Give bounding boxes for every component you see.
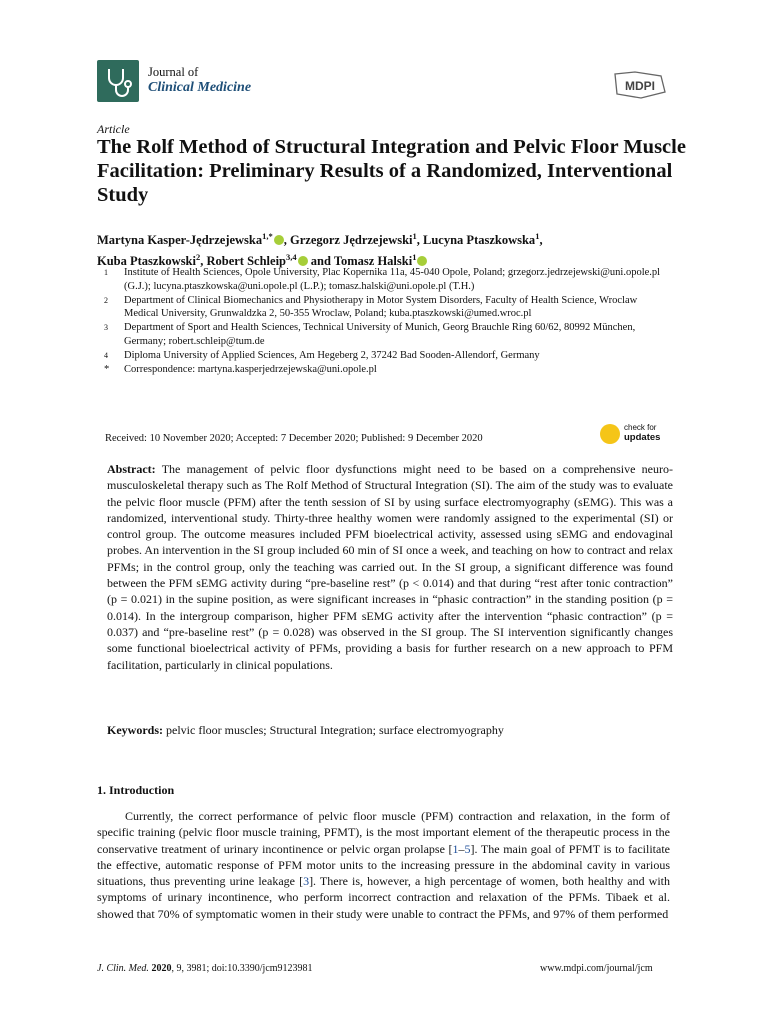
intro-text-2: ]. The main goal of PFMT is to facilitate the effective, automatic response of PFM motor units to the increasing pressure in the abdominal cavity in various situations, thus preventing urine leakage [ xyxy=(97,841,670,889)
keywords-text: pelvic floor muscles; Structural Integration; surface electromyography xyxy=(166,723,504,737)
author-name: Tomasz Halski xyxy=(333,254,413,269)
publisher-logo xyxy=(611,70,669,100)
journal-name-line2: Clinical Medicine xyxy=(148,80,252,95)
author-affiliation-marker: 1 xyxy=(535,231,540,241)
affiliation-marker: 2 xyxy=(104,295,108,305)
affiliation-text: Correspondence: martyna.kasperjedrzejewska@uni.opole.pl xyxy=(124,363,377,375)
abstract-label: Abstract: xyxy=(107,462,156,476)
check-updates-button[interactable] xyxy=(600,423,670,447)
affiliation-text: Department of Clinical Biomechanics and Physiotherapy in Motor System Disorders, Faculty of Health Science, Wroclaw Medical University, Grunwaldzka 2, 50-355 Wroclaw, Poland; kuba.ptaszkowski@umed.wroc.pl xyxy=(124,294,638,320)
author-name: Lucyna Ptaszkowska xyxy=(423,233,536,248)
footer-url[interactable]: www.mdpi.com/journal/jcm xyxy=(540,963,653,974)
intro-text-1: Currently, the correct performance of pelvic floor muscle (PFM) contraction and relaxation, in the form of specific training (pelvic floor muscle training, PFMT), is the most important element of the therapeutic process in the conservative treatment of urinary incontinence or pelvic organ prolapse [ xyxy=(97,809,670,856)
author-affiliation-marker: 1,* xyxy=(262,231,273,241)
check-updates-icon xyxy=(600,424,620,444)
footer-year: 2020 xyxy=(151,963,172,974)
keywords xyxy=(107,722,673,738)
reference-range-dash: – xyxy=(458,841,465,856)
author-separator: , xyxy=(416,233,424,248)
keywords-label: Keywords: xyxy=(107,723,163,737)
abstract xyxy=(107,461,673,673)
author-separator: , xyxy=(283,233,290,248)
journal-name-line1: Journal of xyxy=(148,65,199,79)
publisher-name: MDPI xyxy=(625,79,655,93)
author-name: Kuba Ptaszkowski xyxy=(97,254,196,269)
affiliations xyxy=(104,266,674,376)
affiliation-text: Department of Sport and Health Sciences, Technical University of Munich, Georg Brauchle Ring 60/62, 80992 München, Germany; robert.schleip@tum.de xyxy=(124,322,636,347)
author-name: Grzegorz Jędrzejewski xyxy=(290,233,413,248)
author-separator: , xyxy=(200,254,207,269)
affiliation-item xyxy=(104,321,674,349)
journal-logo-icon xyxy=(97,60,139,102)
author-list xyxy=(97,228,687,270)
reference-link[interactable]: 5 xyxy=(464,841,471,856)
author-affiliation-marker: 1 xyxy=(412,252,417,263)
author-affiliation-marker: 2 xyxy=(195,252,201,263)
mdpi-logo-icon xyxy=(611,70,669,100)
footer-journal-abbrev: J. Clin. Med. xyxy=(97,963,149,974)
intro-text-3: ]. There is, however, a high percentage of women, both healthy and with symptoms of urinary incontinence, who perform incorrect contraction and relaxation of the PFMs. Tibaek et al. showed that 70% of symptomatic women in their study were unable to contract the PFMs, and 97% of them performed xyxy=(97,874,670,921)
orcid-icon[interactable] xyxy=(274,235,284,245)
affiliation-marker: * xyxy=(104,363,110,375)
author-separator: and xyxy=(307,254,334,269)
orcid-icon[interactable] xyxy=(417,256,427,266)
author-name: Martyna Kasper-Jędrzejewska xyxy=(97,233,263,248)
introduction-paragraph xyxy=(97,808,670,922)
publication-dates: Received: 10 November 2020; Accepted: 7 December 2020; Published: 9 December 2020 xyxy=(105,433,483,444)
author-affiliation-marker: 1 xyxy=(412,231,417,241)
journal-name xyxy=(148,64,251,96)
check-updates-line2: updates xyxy=(624,432,661,443)
affiliation-item xyxy=(104,363,674,377)
affiliation-marker: 3 xyxy=(104,323,108,333)
reference-link[interactable]: 3 xyxy=(303,874,310,889)
check-updates-line1: check for xyxy=(624,423,657,432)
footer-citation xyxy=(97,963,313,974)
affiliation-marker: 4 xyxy=(104,350,108,360)
footer-citation-text: , 9, 3981; doi:10.3390/jcm9123981 xyxy=(171,963,313,974)
affiliation-item xyxy=(104,266,674,294)
orcid-icon[interactable] xyxy=(298,256,308,266)
author-name: Robert Schleip xyxy=(206,254,286,269)
affiliation-text: Diploma University of Applied Sciences, Am Hegeberg 2, 37242 Bad Sooden-Allendorf, Germany xyxy=(124,349,540,361)
affiliation-marker: 1 xyxy=(104,268,108,277)
reference-link[interactable]: 1 xyxy=(452,841,459,856)
abstract-text: The management of pelvic floor dysfunctions might need to be based on a comprehensive neuro-musculoskeletal therapy such as The Rolf Method of Structural Integration (SI). The aim of the study was to evaluate the pelvic floor muscle (PFM) after the tenth session of SI by using surface electromyography (sEMG). This was a randomized, interventional study. Thirty-three healthy women were randomly assigned to the experimental (SI) or control group. The outcome measures included PFM bioelectrical activity, assessed using sEMG and endovaginal probes. An intervention in the SI group included 60 min of SI once a week, and teaching on how to contract and relax PFMs; in the control group, only the teaching was carried out. In the SI group, a significant difference was found between the PFM sEMG activity during “pre-baseline rest” (p < 0.014) and that during “rest after tonic contraction” (p = 0.021) in the supine position, as were significant increases in “phasic contraction” in the standing position (p = 0.014). In the intergroup comparison, higher PFM sEMG activity after the intervention “phasic contraction” (p = 0.037) and “pre-baseline rest” (p = 0.028) was observed in the SI group. The SI intervention significantly changes some functional bioelectrical activity of PFMs, providing a basis for further research on a new approach to PFM facilitation, particularly in clinical populations. xyxy=(107,462,673,672)
author-affiliation-marker: 3,4 xyxy=(286,252,297,263)
section-heading-introduction: 1. Introduction xyxy=(97,783,175,797)
author-separator: , xyxy=(539,233,543,248)
article-type: Article xyxy=(97,122,130,136)
stethoscope-icon xyxy=(97,60,139,102)
article-title: The Rolf Method of Structural Integration and Pelvic Floor Muscle Facilitation: Preliminary Results of a Randomized, Interventional Study xyxy=(97,136,686,206)
affiliation-item xyxy=(104,349,674,363)
affiliation-text: Institute of Health Sciences, Opole University, Plac Kopernika 11a, 45-040 Opole, Poland; grzegorz.jedrzejewski@uni.opole.pl (G.J.); lucyna.ptaszkowska@uni.opole.pl (L.P.); tomasz.halski@uni.opole.pl (T.H.) xyxy=(124,267,661,292)
affiliation-item xyxy=(104,294,674,322)
